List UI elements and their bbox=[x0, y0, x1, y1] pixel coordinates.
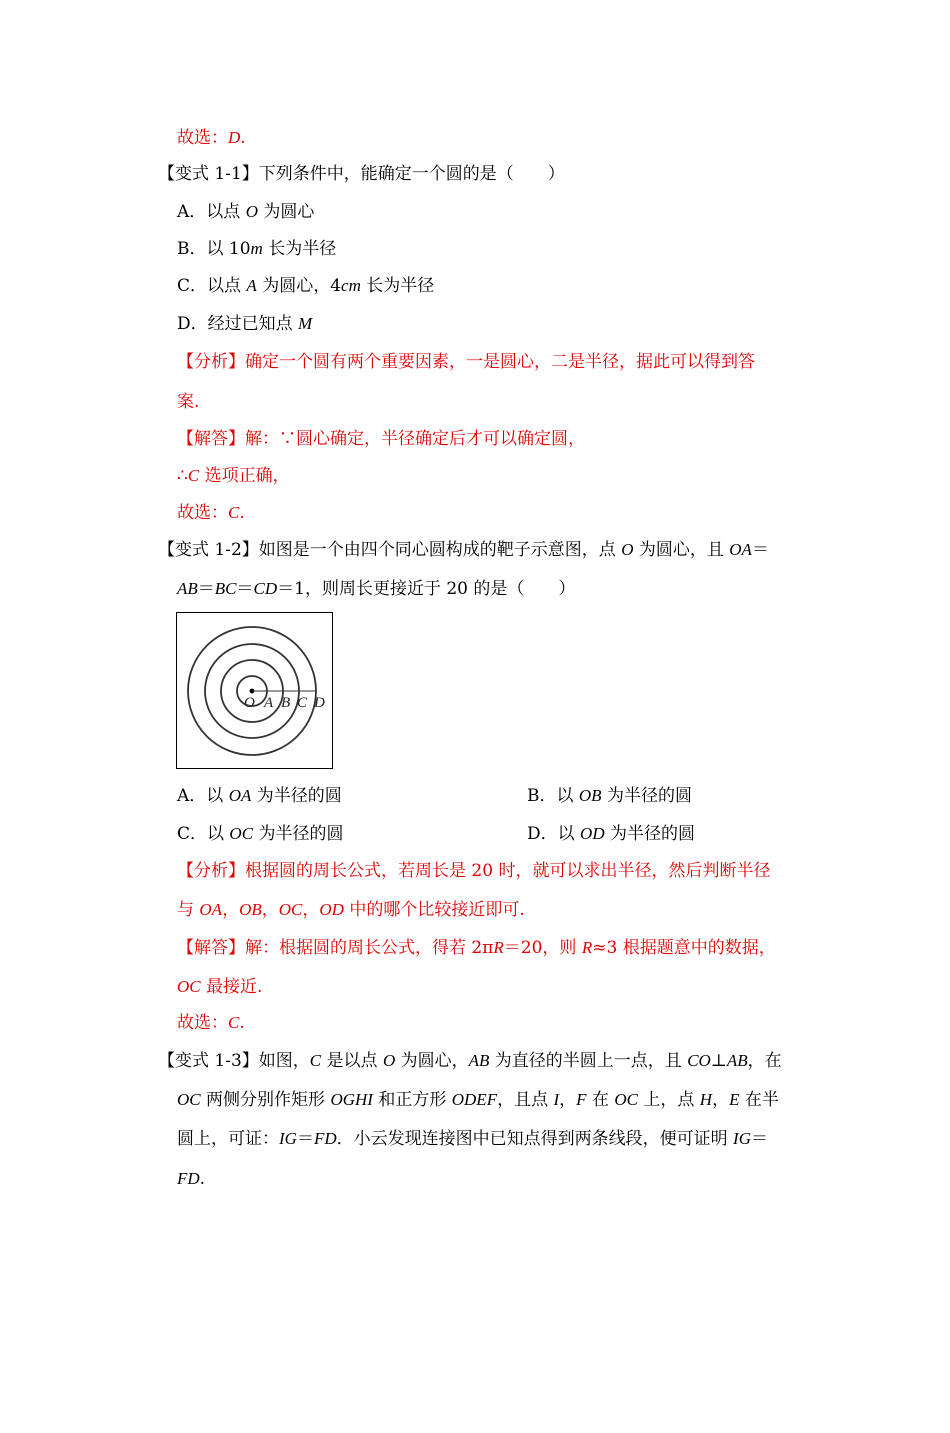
analysis-line-1 bbox=[177, 351, 755, 373]
solution-line-1 bbox=[177, 937, 776, 959]
option-text: 为半径的圆 bbox=[253, 824, 344, 844]
math-var: I bbox=[553, 1090, 560, 1109]
solution-label: 【解答】 bbox=[177, 938, 245, 958]
solution-line-1 bbox=[177, 428, 585, 450]
option-text: 为半径的圆 bbox=[604, 824, 696, 844]
answer-end: . bbox=[239, 1013, 245, 1033]
question-text: ，在 bbox=[747, 1051, 782, 1071]
option-text: B．以 bbox=[527, 786, 579, 806]
question-text: 如图， bbox=[258, 1051, 310, 1071]
math-var: O bbox=[621, 540, 634, 559]
math-var: R bbox=[493, 938, 504, 957]
math-var: R bbox=[581, 938, 593, 957]
label-b: B bbox=[281, 695, 291, 711]
question-text: ．小云发现连接图中已知点得到两条线段，便可证明 bbox=[336, 1129, 734, 1149]
option-text: C．以 bbox=[177, 824, 230, 844]
question-text: 圆上，可证： bbox=[177, 1129, 279, 1149]
option-text: 长为半径 bbox=[262, 239, 337, 259]
answer-end: . bbox=[239, 503, 245, 523]
math-symbol: ＝ bbox=[750, 1129, 768, 1149]
math-var: AB bbox=[726, 1051, 748, 1070]
analysis-label: 【分析】 bbox=[177, 352, 245, 372]
math-var: OA bbox=[228, 786, 252, 805]
question-text: 两侧分别作矩形 bbox=[200, 1090, 331, 1110]
option-text: 为半径的圆 bbox=[601, 786, 692, 806]
question-1-3-line-2 bbox=[177, 1089, 779, 1111]
separator: ， bbox=[261, 900, 279, 920]
answer-line-2 bbox=[177, 1012, 245, 1034]
option-text: 为半径的圆 bbox=[251, 786, 342, 806]
solution-text: ≈3 根据题意中的数据， bbox=[592, 938, 776, 958]
math-var: BC bbox=[214, 579, 237, 598]
question-1-3-line-3 bbox=[177, 1128, 768, 1150]
math-var: IG bbox=[733, 1129, 751, 1148]
option-text: C．以点 bbox=[177, 276, 247, 296]
answer-end: . bbox=[240, 128, 246, 148]
math-var: cm bbox=[341, 276, 361, 295]
question-1-1 bbox=[158, 163, 565, 185]
math-var: OA bbox=[199, 900, 223, 919]
math-var: O bbox=[245, 202, 258, 221]
question-1-2-line-2 bbox=[177, 578, 575, 600]
analysis-line-1 bbox=[177, 860, 770, 882]
question-text: ＝ bbox=[751, 540, 769, 560]
answer-letter: C bbox=[228, 1013, 240, 1032]
analysis-label: 【分析】 bbox=[177, 861, 245, 881]
analysis-line-2 bbox=[177, 899, 525, 921]
option-c bbox=[177, 275, 434, 297]
question-label: 【变式 1-3】 bbox=[158, 1051, 259, 1071]
question-text: 上，点 bbox=[637, 1090, 700, 1110]
math-var: CO bbox=[687, 1051, 711, 1070]
question-1-3-line-4 bbox=[177, 1168, 205, 1190]
math-var: OC bbox=[229, 824, 254, 843]
answer-prefix: 故选： bbox=[177, 503, 228, 523]
math-var: OC bbox=[614, 1090, 638, 1109]
option-text: 为圆心，4 bbox=[256, 276, 342, 296]
math-var: OA bbox=[729, 540, 752, 559]
option-a bbox=[177, 201, 314, 223]
math-var: OC bbox=[177, 977, 201, 996]
question-text: 为圆心，且 bbox=[633, 540, 730, 560]
option-text: A．以点 bbox=[177, 202, 246, 222]
math-var: AB bbox=[177, 579, 198, 598]
math-var: C bbox=[187, 466, 200, 485]
option-text: D．以 bbox=[527, 824, 581, 844]
option-text: 为圆心 bbox=[257, 202, 315, 222]
solution-text: ＝20，则 bbox=[503, 938, 582, 958]
math-var: FD bbox=[313, 1129, 337, 1148]
option-text: 长为半径 bbox=[360, 276, 435, 296]
answer-letter: C bbox=[228, 503, 240, 522]
separator: ， bbox=[302, 900, 320, 920]
separator: ， bbox=[559, 1090, 577, 1110]
question-text: 和正方形 bbox=[372, 1090, 452, 1110]
separator: ， bbox=[712, 1090, 730, 1110]
math-var: OB bbox=[239, 900, 262, 919]
target-diagram bbox=[177, 613, 331, 767]
math-var: ODEF bbox=[451, 1090, 498, 1109]
math-var: OD bbox=[580, 824, 605, 843]
math-var: OC bbox=[177, 1090, 201, 1109]
math-var: M bbox=[298, 314, 313, 333]
question-text: 在 bbox=[586, 1090, 615, 1110]
math-var: IG bbox=[279, 1129, 297, 1148]
answer-prefix: 故选： bbox=[177, 1013, 228, 1033]
math-var: C bbox=[309, 1051, 322, 1070]
math-symbol: ＝ bbox=[296, 1129, 314, 1149]
answer-prefix: 故选： bbox=[177, 128, 228, 148]
option-d bbox=[527, 823, 695, 845]
label-a: A bbox=[264, 695, 274, 711]
math-symbol: ⊥ bbox=[710, 1051, 727, 1071]
math-var: m bbox=[250, 239, 263, 258]
math-var: H bbox=[699, 1090, 713, 1109]
solution-line-2 bbox=[177, 976, 262, 998]
question-text: 为圆心， bbox=[395, 1051, 469, 1071]
label-o: O bbox=[244, 695, 255, 711]
math-var: OB bbox=[578, 786, 602, 805]
analysis-text: 与 bbox=[177, 900, 200, 920]
solution-text: 选项正确， bbox=[199, 466, 290, 486]
option-b bbox=[527, 785, 692, 807]
question-text: . bbox=[199, 1169, 206, 1189]
answer-line-0 bbox=[177, 127, 246, 149]
label-c: C bbox=[297, 695, 308, 711]
option-text: D．经过已知点 bbox=[177, 314, 299, 334]
solution-text: 最接近. bbox=[200, 977, 263, 997]
math-var: OC bbox=[278, 900, 303, 919]
math-var: E bbox=[729, 1090, 740, 1109]
option-d bbox=[177, 313, 312, 335]
math-var: FD bbox=[177, 1169, 200, 1188]
question-text: 如图是一个由四个同心圆构成的靶子示意图，点 bbox=[258, 540, 622, 560]
math-var: O bbox=[382, 1051, 396, 1070]
question-text: ＝1，则周长更接近于 20 的是（ ） bbox=[277, 579, 576, 599]
analysis-text: 案. bbox=[177, 392, 200, 412]
question-text: ＝ bbox=[236, 579, 254, 599]
solution-label: 【解答】 bbox=[177, 429, 245, 449]
label-d: D bbox=[314, 695, 325, 711]
question-label: 【变式 1-2】 bbox=[158, 540, 259, 560]
separator: ， bbox=[222, 900, 240, 920]
option-c bbox=[177, 823, 343, 845]
math-var: A bbox=[246, 276, 257, 295]
math-var: F bbox=[576, 1090, 587, 1109]
option-text: A．以 bbox=[177, 786, 229, 806]
math-var: CD bbox=[253, 579, 278, 598]
question-text: 是以点 bbox=[321, 1051, 383, 1071]
option-text: B．以 10 bbox=[177, 239, 251, 259]
analysis-text: 中的哪个比较接近即可. bbox=[343, 900, 525, 920]
question-label: 【变式 1-1】 bbox=[158, 164, 259, 184]
option-a bbox=[177, 785, 342, 807]
solution-text: 解：∵圆心确定，半径确定后才可以确定圆， bbox=[245, 429, 585, 449]
analysis-text: 确定一个圆有两个重要因素，一是圆心，二是半径，据此可以得到答 bbox=[245, 352, 755, 372]
solution-text: 解：根据圆的周长公式，得若 2π bbox=[245, 938, 494, 958]
answer-letter: D bbox=[228, 128, 241, 147]
question-text: 下列条件中，能确定一个圆的是（ ） bbox=[258, 164, 565, 184]
question-1-3-line-1 bbox=[158, 1050, 782, 1072]
option-b bbox=[177, 238, 336, 260]
solution-line-2 bbox=[177, 465, 290, 487]
math-var: OD bbox=[319, 900, 344, 919]
question-text: 在半 bbox=[739, 1090, 779, 1110]
math-var: AB bbox=[468, 1051, 490, 1070]
answer-line-1 bbox=[177, 502, 245, 524]
question-text: ＝ bbox=[197, 579, 215, 599]
analysis-text: 根据圆的周长公式，若周长是 20 时，就可以求出半径，然后判断半径 bbox=[245, 861, 771, 881]
solution-text: ∴ bbox=[177, 466, 188, 486]
analysis-line-2 bbox=[177, 391, 199, 413]
question-text: 为直径的半圆上一点，且 bbox=[489, 1051, 688, 1071]
concentric-circles-figure bbox=[176, 612, 333, 769]
question-1-2-line-1 bbox=[158, 539, 769, 561]
math-var: OGHI bbox=[330, 1090, 373, 1109]
question-text: ，且点 bbox=[497, 1090, 554, 1110]
